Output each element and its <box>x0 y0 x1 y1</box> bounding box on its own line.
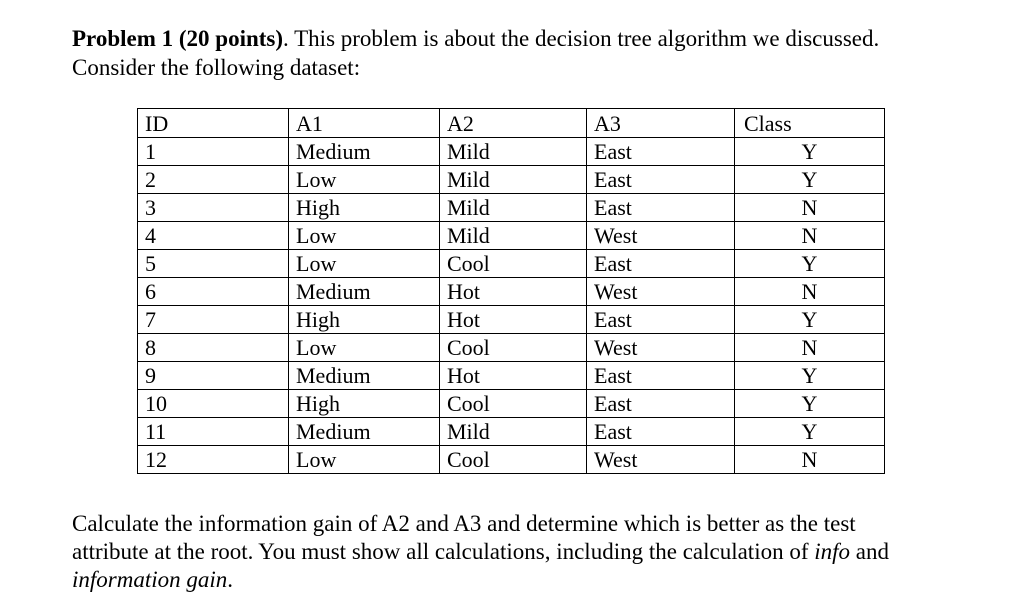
table-row <box>138 446 885 474</box>
table-row <box>138 334 885 362</box>
cell-id: 1 <box>138 138 289 166</box>
cell-a1: Low <box>289 446 440 474</box>
question-line-2 <box>72 538 972 566</box>
dataset-table-head <box>138 109 885 138</box>
cell-class: Y <box>735 306 885 334</box>
cell-a1: Low <box>289 250 440 278</box>
cell-a2: Mild <box>440 222 587 250</box>
header-id: ID <box>138 109 289 138</box>
table-row <box>138 222 885 250</box>
term-information-gain: information gain <box>72 567 228 592</box>
question-text <box>72 510 972 594</box>
question-line-2-end: and <box>850 539 889 564</box>
problem-intro <box>72 24 972 82</box>
cell-a1: Medium <box>289 362 440 390</box>
cell-a2: Mild <box>440 194 587 222</box>
table-row <box>138 278 885 306</box>
cell-id: 11 <box>138 418 289 446</box>
question-line-3 <box>72 566 972 594</box>
table-row <box>138 166 885 194</box>
header-class: Class <box>735 109 885 138</box>
cell-a2: Cool <box>440 334 587 362</box>
cell-a2: Hot <box>440 278 587 306</box>
cell-id: 4 <box>138 222 289 250</box>
problem-title: Problem 1 (20 points) <box>72 26 284 51</box>
cell-id: 10 <box>138 390 289 418</box>
cell-class: N <box>735 194 885 222</box>
cell-class: Y <box>735 362 885 390</box>
cell-a3: East <box>587 362 735 390</box>
cell-a2: Mild <box>440 138 587 166</box>
cell-a3: East <box>587 418 735 446</box>
cell-a1: Low <box>289 334 440 362</box>
table-row <box>138 418 885 446</box>
cell-a2: Cool <box>440 390 587 418</box>
cell-a2: Cool <box>440 250 587 278</box>
header-a1: A1 <box>289 109 440 138</box>
cell-class: N <box>735 222 885 250</box>
cell-id: 9 <box>138 362 289 390</box>
cell-a2: Mild <box>440 418 587 446</box>
cell-a2: Hot <box>440 362 587 390</box>
cell-a2: Hot <box>440 306 587 334</box>
question-line-3-end: . <box>227 567 234 592</box>
header-a2: A2 <box>440 109 587 138</box>
cell-a3: East <box>587 306 735 334</box>
table-row <box>138 362 885 390</box>
table-row <box>138 390 885 418</box>
cell-id: 3 <box>138 194 289 222</box>
cell-a3: West <box>587 446 735 474</box>
cell-a3: East <box>587 138 735 166</box>
term-info: info <box>814 539 851 564</box>
table-row <box>138 194 885 222</box>
cell-a3: East <box>587 166 735 194</box>
cell-a3: East <box>587 390 735 418</box>
cell-class: N <box>735 446 885 474</box>
cell-a3: West <box>587 334 735 362</box>
cell-class: Y <box>735 390 885 418</box>
cell-class: N <box>735 278 885 306</box>
cell-class: N <box>735 334 885 362</box>
cell-id: 2 <box>138 166 289 194</box>
cell-class: Y <box>735 166 885 194</box>
cell-a1: High <box>289 194 440 222</box>
cell-id: 7 <box>138 306 289 334</box>
cell-a3: East <box>587 250 735 278</box>
cell-a1: Medium <box>289 278 440 306</box>
cell-a2: Cool <box>440 446 587 474</box>
cell-a1: High <box>289 390 440 418</box>
cell-class: Y <box>735 418 885 446</box>
problem-title-suffix: . This problem is about the decision tree algorithm we discussed. <box>283 26 880 51</box>
cell-a3: West <box>587 222 735 250</box>
table-header-row <box>138 109 885 138</box>
cell-a1: Low <box>289 166 440 194</box>
table-row <box>138 138 885 166</box>
problem-intro-line-1 <box>72 24 972 53</box>
cell-a1: Medium <box>289 418 440 446</box>
table-row <box>138 250 885 278</box>
table-row <box>138 306 885 334</box>
cell-class: Y <box>735 138 885 166</box>
cell-class: Y <box>735 250 885 278</box>
question-line-2-text: attribute at the root. You must show all calculations, including the calculation of <box>72 539 815 564</box>
cell-id: 12 <box>138 446 289 474</box>
cell-a1: Medium <box>289 138 440 166</box>
question-line-1: Calculate the information gain of A2 and A3 and determine which is better as the test <box>72 511 856 536</box>
problem-intro-line-2: Consider the following dataset: <box>72 55 361 80</box>
cell-a2: Mild <box>440 166 587 194</box>
dataset-table-body <box>138 138 885 474</box>
cell-id: 6 <box>138 278 289 306</box>
header-a3: A3 <box>587 109 735 138</box>
cell-a3: East <box>587 194 735 222</box>
dataset-table <box>137 108 885 474</box>
cell-a3: West <box>587 278 735 306</box>
cell-a1: Low <box>289 222 440 250</box>
cell-id: 8 <box>138 334 289 362</box>
cell-a1: High <box>289 306 440 334</box>
cell-id: 5 <box>138 250 289 278</box>
